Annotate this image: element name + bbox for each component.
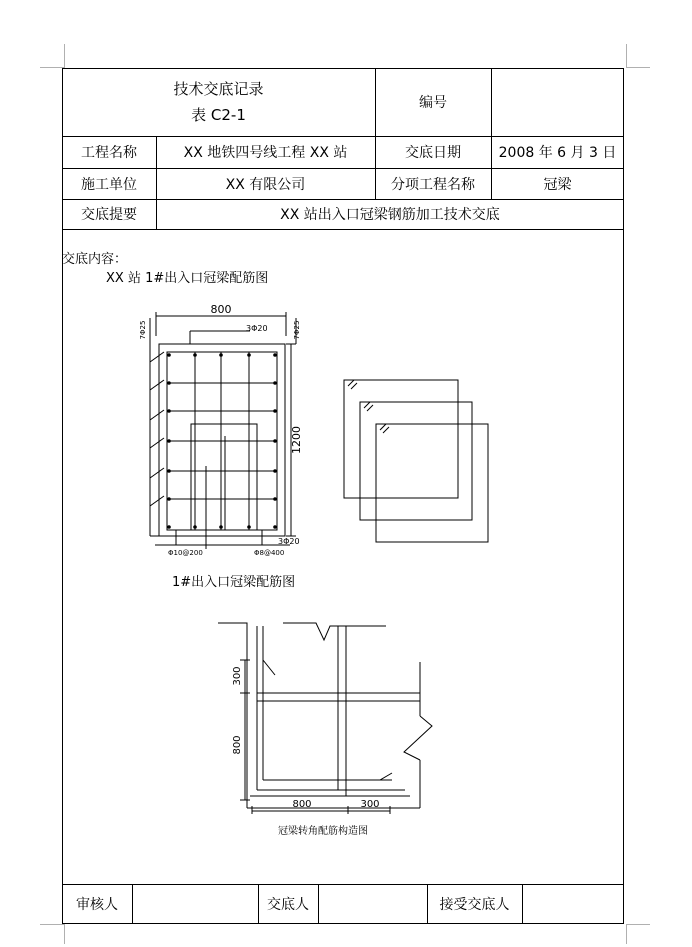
drawing2-dim-800-vertical: 800 — [232, 735, 243, 755]
unit-label: 施工单位 — [81, 176, 137, 193]
date-label: 交底日期 — [405, 145, 461, 161]
title-line-2: 表 C2-1 — [191, 106, 246, 124]
stirrup-shapes — [340, 375, 495, 547]
drawing1-bottom-bar: 3Φ20 — [278, 537, 300, 546]
crop-mark — [40, 67, 64, 68]
drawing1-stirrup-1: Φ10@200 — [168, 549, 203, 557]
subproject-label: 分项工程名称 — [391, 176, 475, 193]
drawing1-top-bar: 3Φ20 — [246, 324, 268, 333]
summary-value[interactable]: XX 站出入口冠梁钢筋加工技术交底 — [280, 207, 500, 223]
drawing2-dim-300-vertical: 300 — [232, 666, 243, 686]
reviewer-label: 审核人 — [76, 897, 118, 913]
unit-value[interactable]: XX 有限公司 — [225, 176, 306, 193]
discloser-label: 交底人 — [267, 897, 309, 913]
drawing1-right-bar: 7Φ25 — [293, 320, 301, 340]
date-value[interactable]: 2008 年 6 月 3 日 — [498, 145, 617, 161]
title-line-1: 技术交底记录 — [173, 80, 264, 98]
drawing1-stirrup-2: Φ8@400 — [254, 549, 285, 557]
receiver-value[interactable] — [522, 884, 624, 924]
content-label: 交底内容： — [62, 252, 128, 267]
drawing1-height-dim: 1200 — [290, 426, 303, 454]
crop-mark — [64, 44, 65, 68]
crop-mark — [626, 44, 627, 68]
project-name-label: 工程名称 — [81, 145, 137, 161]
drawing1-width-dim: 800 — [210, 303, 232, 316]
drawing1-left-bar: 7Φ25 — [139, 320, 147, 340]
summary-label: 交底提要 — [81, 207, 137, 223]
project-name-value[interactable]: XX 地铁四号线工程 XX 站 — [183, 145, 348, 161]
subproject-value[interactable]: 冠梁 — [543, 176, 572, 193]
drawing1-title: XX 站 1#出入口冠梁配筋图 — [106, 271, 269, 286]
crop-mark — [64, 924, 65, 944]
drawing1-section — [130, 298, 305, 560]
drawing2-dim-800-horizontal: 800 — [292, 799, 312, 810]
drawing2-corner-detail — [215, 608, 445, 816]
document-title — [62, 68, 375, 136]
drawing2-caption: 冠梁转角配筋构造图 — [278, 826, 368, 837]
receiver-label: 接受交底人 — [439, 897, 510, 913]
crop-mark — [626, 67, 650, 68]
crop-mark — [40, 924, 64, 925]
table-rule — [62, 229, 624, 230]
crop-mark — [626, 924, 627, 944]
reviewer-value[interactable] — [132, 884, 258, 924]
drawing1-caption: 1#出入口冠梁配筋图 — [172, 575, 296, 590]
number-label: 编号 — [419, 95, 447, 111]
crop-mark — [626, 924, 650, 925]
discloser-value[interactable] — [318, 884, 427, 924]
number-value[interactable] — [491, 68, 624, 136]
drawing2-dim-300-horizontal: 300 — [360, 799, 380, 810]
